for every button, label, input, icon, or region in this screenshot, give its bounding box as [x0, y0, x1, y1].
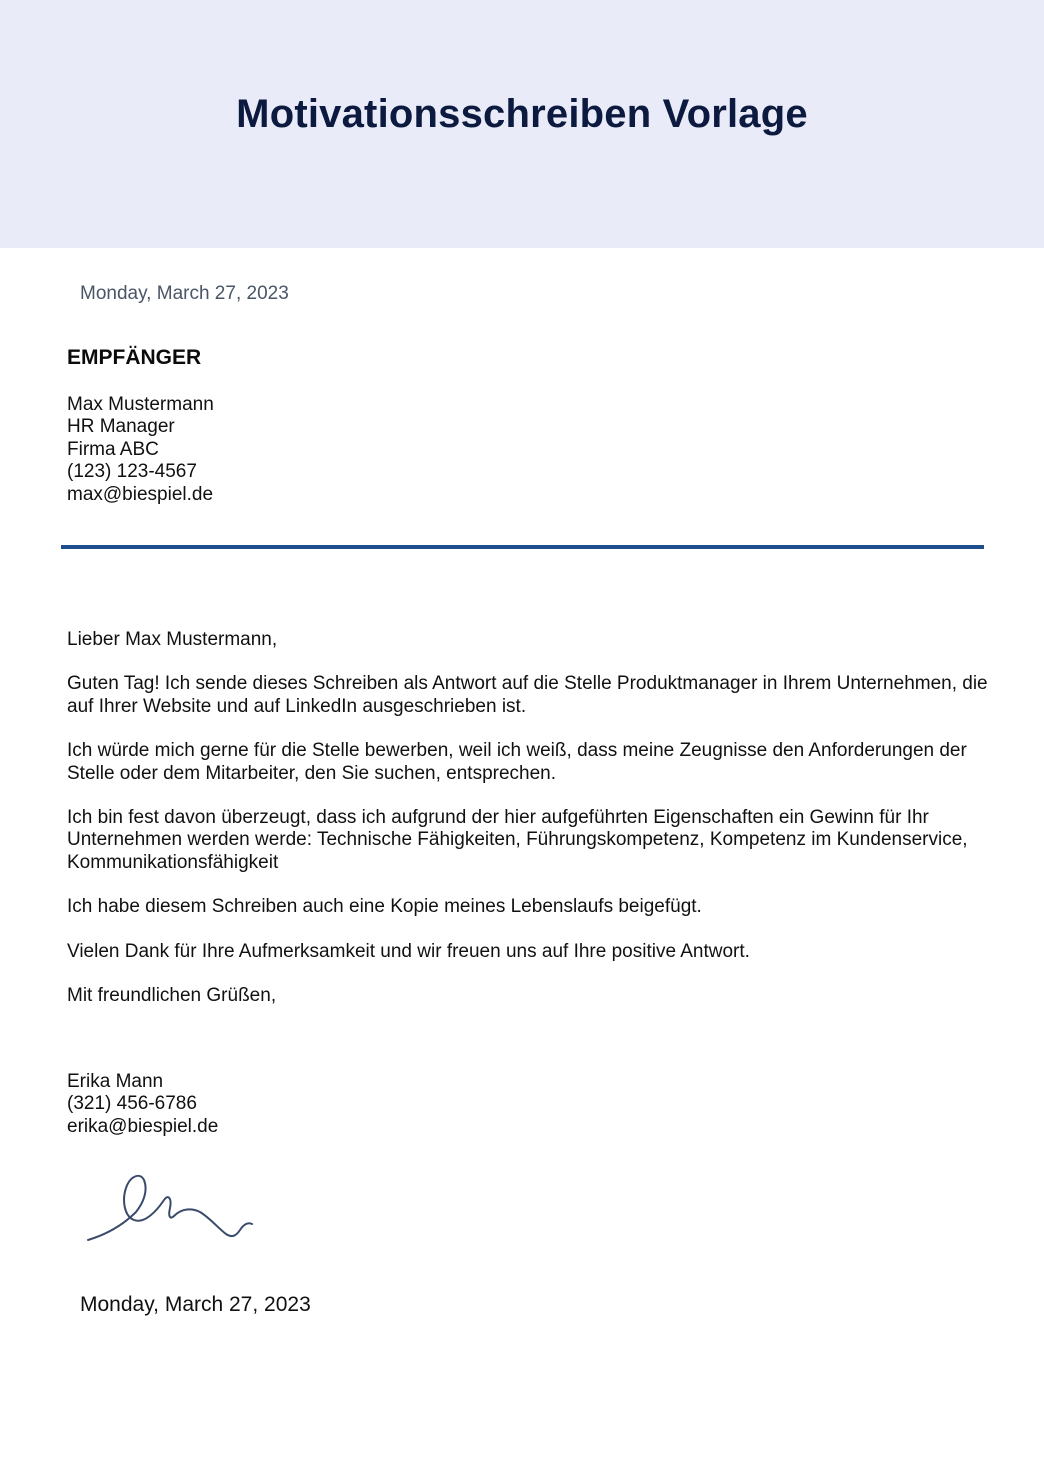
recipient-phone: (123) 123-4567 — [67, 461, 197, 483]
recipient-name: Max Mustermann — [67, 394, 214, 415]
sender-email: erika@biespiel.de — [67, 1115, 219, 1137]
header-banner — [0, 0, 1044, 248]
letter-paragraph: Ich bin fest davon überzeugt, dass ich aufgrund der hier aufgeführten Eigenschaften ein Gewinn für Ihr Unternehmen werden werde: Technische Fähigkeiten, Führungskompetenz, Kompetenz im Kundenservice, Kommunikationsfähigkeit — [67, 807, 968, 873]
signature-stroke — [88, 1176, 252, 1240]
recipient-heading: EMPFÄNGER — [67, 346, 202, 369]
sender-phone: (321) 456-6786 — [67, 1093, 197, 1115]
signature-date: Monday, March 27, 2023 — [80, 1293, 311, 1316]
letter-body — [67, 629, 992, 1029]
signature-image — [84, 1168, 264, 1248]
sender-block — [67, 1071, 218, 1138]
letter-date: Monday, March 27, 2023 — [80, 283, 289, 304]
letter-paragraph: Ich würde mich gerne für die Stelle bewerben, weil ich weiß, dass meine Zeugnisse den Anforderungen der Stelle oder dem Mitarbeiter, den Sie suchen, entsprechen. — [67, 740, 967, 784]
letter-paragraph: Ich habe diesem Schreiben auch eine Kopie meines Lebenslaufs beigefügt. — [67, 896, 702, 918]
letter-salutation: Lieber Max Mustermann, — [67, 629, 278, 650]
recipient-block — [67, 394, 214, 506]
letter-closing: Mit freundlichen Grüßen, — [67, 985, 277, 1007]
letter-paragraph: Guten Tag! Ich sende dieses Schreiben als Antwort auf die Stelle Produktmanager in Ihrem Unternehmen, die auf Ihrer Website und auf LinkedIn ausgeschrieben ist. — [67, 673, 988, 717]
section-divider — [61, 545, 984, 549]
sender-name: Erika Mann — [67, 1071, 164, 1092]
letter-paragraph: Vielen Dank für Ihre Aufmerksamkeit und wir freuen uns auf Ihre positive Antwort. — [67, 940, 750, 962]
recipient-email: max@biespiel.de — [67, 483, 214, 505]
page-title: Motivationsschreiben Vorlage — [236, 92, 808, 136]
recipient-company: Firma ABC — [67, 438, 159, 460]
recipient-position: HR Manager — [67, 416, 175, 438]
